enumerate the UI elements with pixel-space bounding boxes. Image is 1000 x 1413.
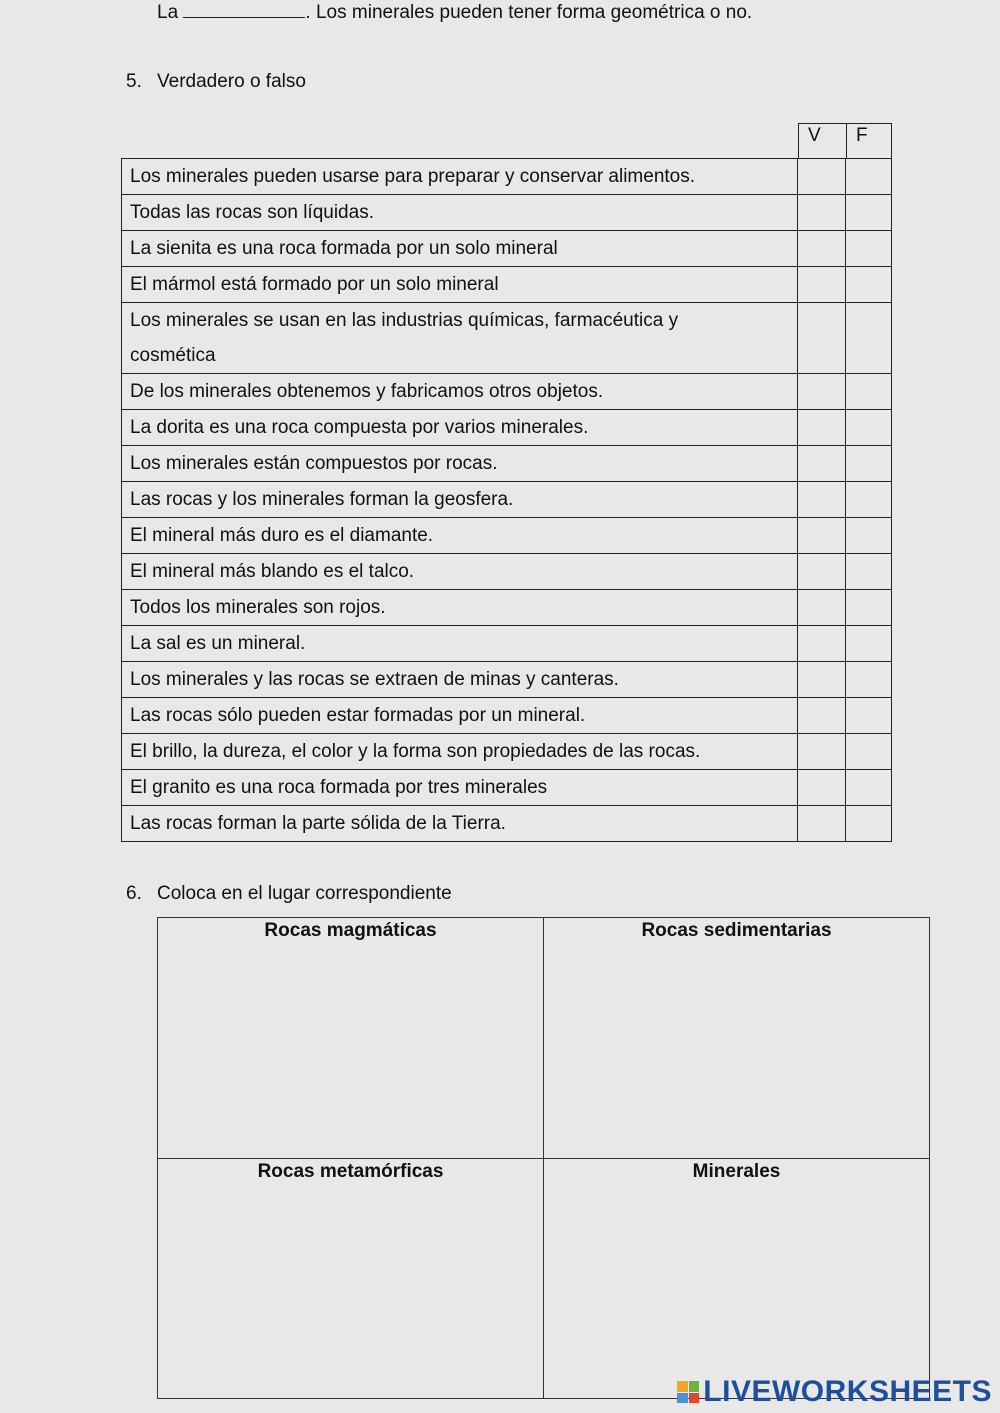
tf-v-cell[interactable] xyxy=(798,518,846,553)
tf-v-cell[interactable] xyxy=(798,195,846,230)
tf-statement: Todos los minerales son rojos. xyxy=(121,590,798,625)
tf-statement: El granito es una roca formada por tres minerales xyxy=(121,770,798,805)
tf-statement-line: Los minerales se usan en las industrias químicas, farmacéutica y xyxy=(130,310,679,331)
q4-fill-in-line xyxy=(157,2,752,24)
box-title: Rocas sedimentarias xyxy=(641,920,832,941)
tf-row xyxy=(121,589,892,625)
brand-text: LIVEWORKSHEETS xyxy=(703,1375,992,1408)
tf-statement: El mineral más duro es el diamante. xyxy=(121,518,798,553)
tf-row xyxy=(121,266,892,302)
tf-f-cell[interactable] xyxy=(846,195,892,230)
drop-box-rocas-metamorficas[interactable] xyxy=(158,1159,544,1398)
tf-v-cell[interactable] xyxy=(798,626,846,661)
tf-row xyxy=(121,661,892,697)
liveworksheets-icon xyxy=(677,1381,699,1403)
tf-f-cell[interactable] xyxy=(846,770,892,805)
tf-statement: El mármol está formado por un solo mineral xyxy=(121,267,798,302)
tf-f-cell[interactable] xyxy=(846,554,892,589)
tf-v-cell[interactable] xyxy=(798,590,846,625)
tf-f-cell[interactable] xyxy=(846,410,892,445)
tf-f-cell[interactable] xyxy=(846,482,892,517)
box-title: Rocas magmáticas xyxy=(264,920,437,941)
tf-statement: Las rocas forman la parte sólida de la Tierra. xyxy=(121,806,798,841)
tf-f-cell[interactable] xyxy=(846,267,892,302)
tf-row xyxy=(121,481,892,517)
tf-v-cell[interactable] xyxy=(798,303,846,373)
tf-f-cell[interactable] xyxy=(846,374,892,409)
q5-number: 5. xyxy=(126,71,142,92)
drop-box-rocas-magmaticas[interactable] xyxy=(158,918,544,1159)
tf-statement: La sienita es una roca formada por un solo mineral xyxy=(121,231,798,266)
tf-v-cell[interactable] xyxy=(798,446,846,481)
liveworksheets-logo xyxy=(677,1375,992,1409)
tf-f-cell[interactable] xyxy=(846,590,892,625)
tf-row xyxy=(121,697,892,733)
tf-v-cell[interactable] xyxy=(798,662,846,697)
classification-grid xyxy=(157,917,930,1399)
tf-header xyxy=(798,123,892,158)
tf-f-cell[interactable] xyxy=(846,806,892,841)
tf-f-cell[interactable] xyxy=(846,159,892,194)
tf-statement: Las rocas y los minerales forman la geosfera. xyxy=(121,482,798,517)
tf-row xyxy=(121,158,892,194)
tf-statement: La dorita es una roca compuesta por varios minerales. xyxy=(121,410,798,445)
tf-v-cell[interactable] xyxy=(798,554,846,589)
tf-row xyxy=(121,409,892,445)
drop-box-minerales[interactable] xyxy=(544,1159,929,1398)
tf-statement xyxy=(121,303,798,373)
tf-f-cell[interactable] xyxy=(846,698,892,733)
tf-statement: La sal es un mineral. xyxy=(121,626,798,661)
q6-heading xyxy=(126,883,452,905)
tf-f-cell[interactable] xyxy=(846,626,892,661)
q6-title: Coloca en el lugar correspondiente xyxy=(157,883,452,904)
q5-heading xyxy=(126,71,306,93)
q4-prefix: La xyxy=(157,2,179,23)
tf-v-cell[interactable] xyxy=(798,231,846,266)
tf-f-cell[interactable] xyxy=(846,231,892,266)
tf-v-cell[interactable] xyxy=(798,410,846,445)
drop-box-rocas-sedimentarias[interactable] xyxy=(544,918,929,1159)
tf-row xyxy=(121,445,892,481)
tf-header-f: F xyxy=(846,123,892,158)
tf-v-cell[interactable] xyxy=(798,267,846,302)
q4-blank-input[interactable] xyxy=(183,2,305,18)
tf-row xyxy=(121,769,892,805)
tf-statement: Los minerales pueden usarse para preparar y conservar alimentos. xyxy=(121,159,798,194)
tf-body xyxy=(121,158,892,842)
tf-row xyxy=(121,733,892,769)
tf-v-cell[interactable] xyxy=(798,159,846,194)
box-title: Minerales xyxy=(692,1161,781,1182)
tf-statement: Las rocas sólo pueden estar formadas por un mineral. xyxy=(121,698,798,733)
tf-row xyxy=(121,625,892,661)
tf-row xyxy=(121,230,892,266)
tf-f-cell[interactable] xyxy=(846,518,892,553)
tf-statement: Todas las rocas son líquidas. xyxy=(121,195,798,230)
q6-number: 6. xyxy=(126,883,142,904)
box-title: Rocas metamórficas xyxy=(257,1161,444,1182)
tf-v-cell[interactable] xyxy=(798,806,846,841)
tf-f-cell[interactable] xyxy=(846,303,892,373)
tf-header-v: V xyxy=(798,123,846,158)
tf-statement: El brillo, la dureza, el color y la forma son propiedades de las rocas. xyxy=(121,734,798,769)
tf-statement: El mineral más blando es el talco. xyxy=(121,554,798,589)
tf-f-cell[interactable] xyxy=(846,662,892,697)
tf-f-cell[interactable] xyxy=(846,446,892,481)
tf-v-cell[interactable] xyxy=(798,482,846,517)
tf-statement: Los minerales están compuestos por rocas. xyxy=(121,446,798,481)
tf-v-cell[interactable] xyxy=(798,770,846,805)
tf-row xyxy=(121,553,892,589)
tf-f-cell[interactable] xyxy=(846,734,892,769)
q4-suffix: . Los minerales pueden tener forma geométrica o no. xyxy=(305,2,753,23)
tf-row xyxy=(121,517,892,553)
tf-statement: De los minerales obtenemos y fabricamos otros objetos. xyxy=(121,374,798,409)
tf-row xyxy=(121,302,892,373)
tf-v-cell[interactable] xyxy=(798,734,846,769)
tf-v-cell[interactable] xyxy=(798,374,846,409)
tf-row xyxy=(121,194,892,230)
tf-row xyxy=(121,373,892,409)
tf-statement-line: cosmética xyxy=(130,345,216,366)
tf-statement: Los minerales y las rocas se extraen de minas y canteras. xyxy=(121,662,798,697)
q5-title: Verdadero o falso xyxy=(157,71,306,92)
tf-row xyxy=(121,805,892,841)
tf-v-cell[interactable] xyxy=(798,698,846,733)
